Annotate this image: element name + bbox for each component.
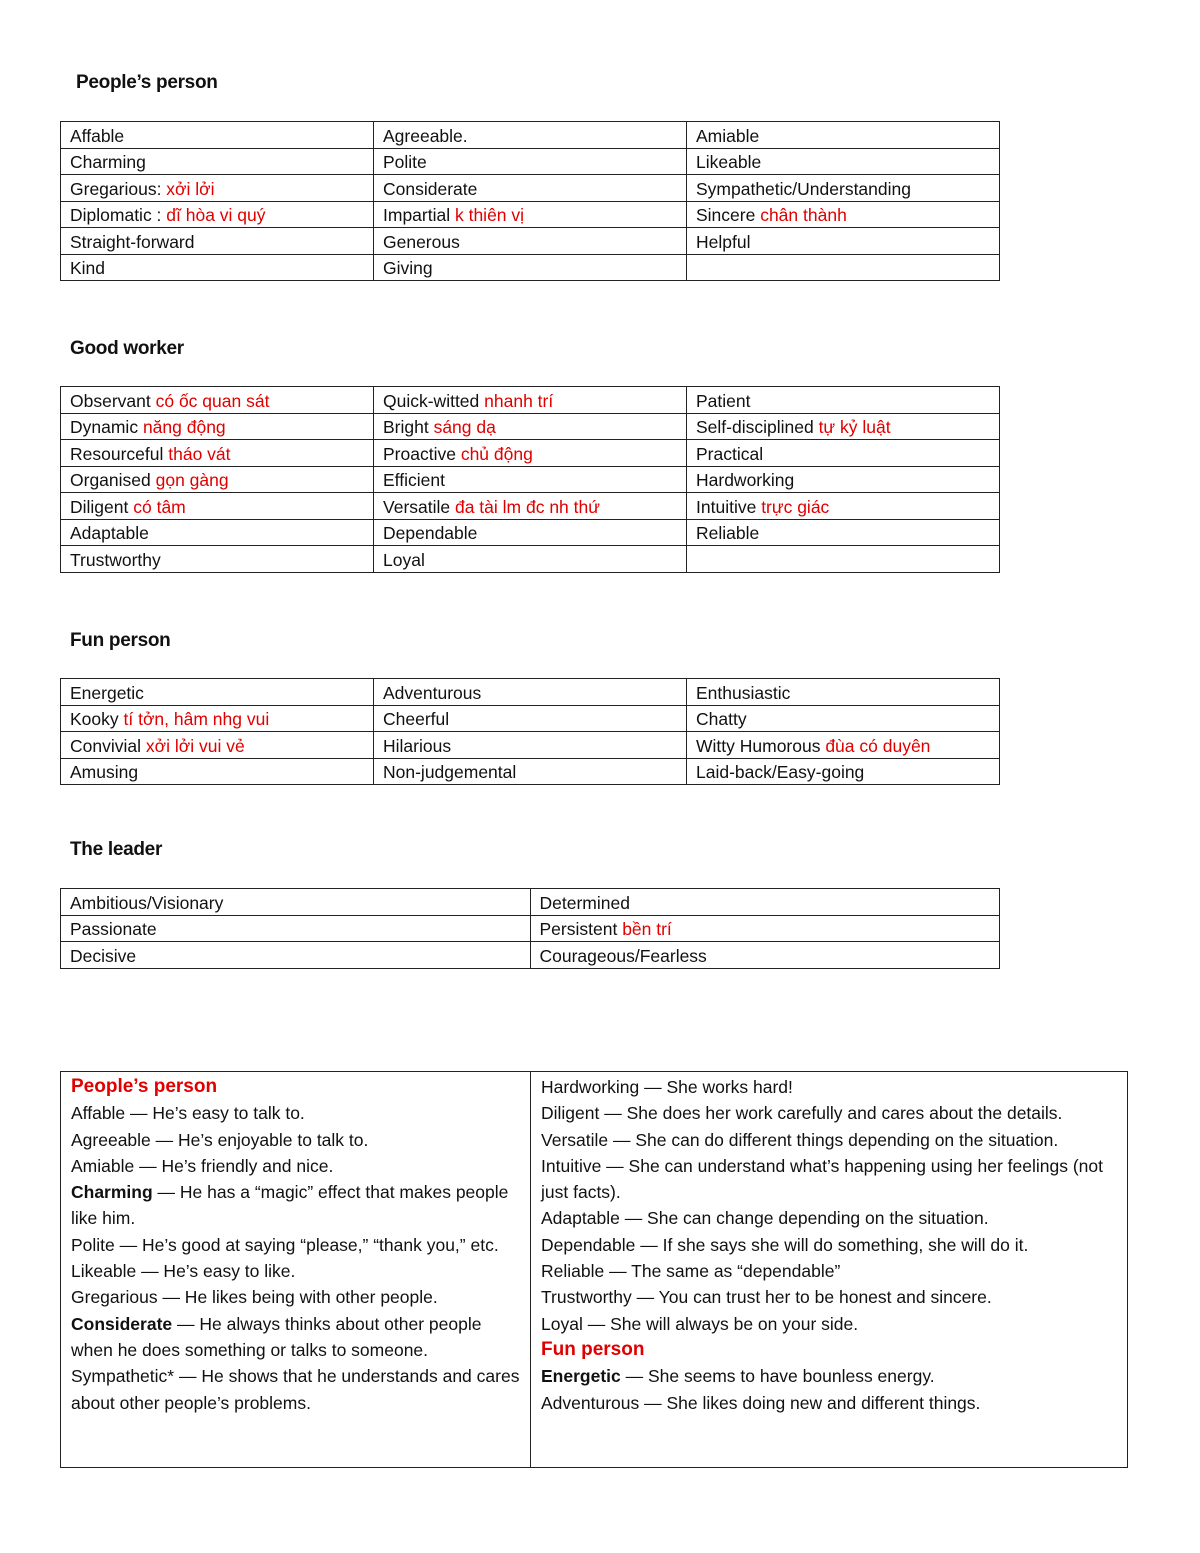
table-row — [61, 493, 1000, 520]
table-cell — [61, 122, 374, 149]
english-word: Diplomatic : — [70, 205, 167, 225]
english-word: Kooky — [70, 709, 124, 729]
english-word: Hilarious — [383, 735, 452, 756]
table-row — [61, 732, 1000, 759]
vietnamese-translation: tháo vát — [168, 443, 231, 464]
term: Loyal — [541, 1313, 583, 1334]
term: Likeable — [71, 1261, 137, 1282]
english-word: Amiable — [696, 125, 760, 146]
definition: — The same as “dependable” — [604, 1261, 841, 1282]
english-word: Gregarious: — [70, 178, 167, 199]
table-cell — [530, 942, 1000, 969]
english-word: Considerate — [383, 178, 478, 199]
table-cell — [374, 175, 687, 202]
english-word: Dependable — [383, 523, 478, 543]
table-row — [61, 228, 1000, 255]
table-cell — [687, 254, 1000, 281]
english-word: Efficient — [383, 470, 445, 490]
definition-entry — [541, 1100, 1119, 1126]
table-cell — [687, 732, 1000, 759]
table-row — [61, 387, 1000, 414]
english-word: Adventurous — [383, 682, 482, 703]
vietnamese-translation: tự kỷ luật — [818, 417, 891, 437]
english-word: Impartial — [383, 205, 455, 225]
table-row — [61, 466, 1000, 493]
table-cell — [374, 254, 687, 281]
definition: — He’s good at saying “please,” “thank you,” etc. — [114, 1234, 499, 1255]
definition: — He shows that he understands and cares about other people’s problems. — [71, 1366, 520, 1413]
table-cell — [374, 732, 687, 759]
definition-entry — [541, 1153, 1119, 1206]
vietnamese-translation: xởi lởi vui vẻ — [145, 735, 245, 756]
english-word: Sympathetic/Understanding — [696, 178, 911, 199]
english-word: Observant — [70, 390, 156, 411]
term: Sympathetic* — [71, 1366, 175, 1387]
table-cell — [687, 175, 1000, 202]
vocab-table — [60, 386, 1000, 573]
english-word: Likeable — [696, 152, 762, 172]
section-heading: People’s person — [76, 72, 218, 93]
english-word: Decisive — [70, 945, 137, 966]
vietnamese-translation: đùa có duyên — [825, 735, 931, 756]
table-row — [61, 758, 1000, 785]
vietnamese-translation: bền trí — [622, 919, 672, 939]
definition: — You can trust her to be honest and sincere. — [631, 1287, 992, 1308]
definition-entry — [71, 1363, 522, 1416]
term: Agreeable — [71, 1129, 151, 1150]
english-word: Trustworthy — [70, 549, 161, 570]
english-word: Versatile — [383, 496, 455, 517]
table-cell — [374, 546, 687, 573]
english-word: Non-judgemental — [383, 762, 517, 782]
english-word: Adaptable — [70, 523, 149, 543]
definition: — He likes being with other people. — [157, 1287, 438, 1308]
vietnamese-translation: chân thành — [760, 205, 847, 225]
table-row — [61, 705, 1000, 732]
english-word: Straight-forward — [70, 231, 195, 252]
english-word: Generous — [383, 231, 460, 252]
term: Versatile — [541, 1129, 609, 1150]
table-cell — [530, 915, 1000, 942]
vietnamese-translation: k thiên vị — [454, 205, 525, 225]
table-cell — [61, 201, 374, 228]
vietnamese-translation: nhanh trí — [484, 390, 554, 411]
definition: — She can change depending on the situation. — [619, 1208, 989, 1229]
english-word: Enthusiastic — [696, 682, 791, 703]
definition-entry — [71, 1153, 522, 1179]
english-word: Proactive — [383, 443, 461, 464]
table-cell — [687, 519, 1000, 546]
definition: — She seems to have bounless energy. — [620, 1366, 935, 1387]
english-word: Cheerful — [383, 709, 450, 729]
definition-entry — [541, 1127, 1119, 1153]
definition-entry — [71, 1100, 522, 1126]
table-cell — [61, 254, 374, 281]
definition-entry — [71, 1179, 522, 1232]
vocab-table — [60, 121, 1000, 281]
table-cell — [687, 758, 1000, 785]
english-word: Kind — [70, 258, 106, 278]
english-word: Intuitive — [696, 496, 762, 517]
english-word: Determined — [539, 892, 630, 913]
table-row — [61, 889, 1000, 916]
english-word: Chatty — [696, 709, 747, 729]
section-heading: The leader — [70, 839, 163, 860]
table-row — [61, 942, 1000, 969]
english-word: Amusing — [70, 762, 139, 782]
english-word: Convivial — [70, 735, 146, 756]
table-cell — [687, 440, 1000, 467]
english-word: Persistent — [539, 919, 623, 939]
english-word: Diligent — [70, 496, 134, 517]
english-word: Reliable — [696, 523, 760, 543]
table-cell — [374, 228, 687, 255]
english-word: Charming — [70, 152, 146, 172]
definition-entry — [541, 1232, 1119, 1258]
notes-left-column — [61, 1072, 531, 1467]
english-word: Courageous/Fearless — [539, 945, 707, 966]
term: Adventurous — [541, 1392, 640, 1413]
term: Dependable — [541, 1234, 636, 1255]
notes-heading: People’s person — [71, 1076, 218, 1097]
table-cell — [61, 175, 374, 202]
definition-entry — [71, 1127, 522, 1153]
vietnamese-translation: có tâm — [133, 496, 186, 517]
definition-entry — [71, 1284, 522, 1310]
table-cell — [687, 413, 1000, 440]
vocab-table — [60, 678, 1000, 785]
definition: — She can understand what’s happening using her feelings (not just facts). — [541, 1155, 1103, 1203]
table-cell — [374, 705, 687, 732]
vietnamese-translation: gọn gàng — [155, 470, 229, 490]
definition-entry — [71, 1232, 522, 1258]
definition-entry — [541, 1390, 1119, 1416]
section-heading: Fun person — [70, 630, 171, 651]
table-cell — [61, 228, 374, 255]
definition: — She does her work carefully and cares about the details. — [599, 1103, 1063, 1124]
table-cell — [61, 732, 374, 759]
definition-entry — [541, 1363, 1119, 1389]
english-word: Polite — [383, 152, 427, 172]
table-cell — [61, 387, 374, 414]
vietnamese-translation: có ốc quan sát — [155, 390, 270, 411]
table-cell — [687, 122, 1000, 149]
english-word: Ambitious/Visionary — [70, 892, 224, 913]
table-cell — [374, 440, 687, 467]
table-cell — [687, 493, 1000, 520]
vietnamese-translation: trực giác — [761, 496, 830, 517]
table-cell — [61, 705, 374, 732]
vietnamese-translation: năng động — [142, 417, 226, 437]
english-word: Organised — [70, 470, 156, 490]
english-word: Sincere — [696, 205, 761, 225]
table-cell — [687, 679, 1000, 706]
english-word: Resourceful — [70, 443, 169, 464]
table-cell — [61, 679, 374, 706]
table-cell — [61, 148, 374, 175]
table-row — [61, 413, 1000, 440]
term: Affable — [71, 1103, 126, 1124]
table-cell — [61, 493, 374, 520]
table-cell — [374, 201, 687, 228]
english-word: Witty Humorous — [696, 735, 826, 756]
table-cell — [687, 148, 1000, 175]
table-cell — [374, 758, 687, 785]
vietnamese-translation: sáng dạ — [433, 417, 496, 437]
table-cell — [687, 546, 1000, 573]
definition: — He’s easy to talk to. — [125, 1103, 305, 1124]
table-cell — [61, 915, 531, 942]
table-row — [61, 679, 1000, 706]
definition: — He has a “magic” effect that makes people like him. — [71, 1182, 509, 1229]
term: Polite — [71, 1234, 115, 1255]
term: Gregarious — [71, 1287, 158, 1308]
vietnamese-translation: chủ động — [460, 443, 533, 464]
english-word: Affable — [70, 125, 125, 146]
table-cell — [687, 201, 1000, 228]
definition: — She can do different things depending on the situation. — [608, 1129, 1059, 1150]
definition: — She works hard! — [639, 1077, 793, 1097]
english-word: Quick-witted — [383, 390, 485, 411]
term: Considerate — [71, 1313, 173, 1334]
english-word: Energetic — [70, 682, 144, 703]
table-cell — [530, 889, 1000, 916]
table-cell — [61, 889, 531, 916]
table-cell — [374, 148, 687, 175]
term: Trustworthy — [541, 1287, 632, 1308]
english-word: Giving — [383, 258, 433, 278]
table-row — [61, 122, 1000, 149]
table-cell — [687, 228, 1000, 255]
table-cell — [61, 546, 374, 573]
table-cell — [374, 122, 687, 149]
english-word: Helpful — [696, 231, 751, 252]
term: Intuitive — [541, 1155, 602, 1176]
vietnamese-translation: tí tởn, hâm nhg vui — [123, 709, 270, 729]
english-word: Loyal — [383, 549, 425, 570]
table-cell — [374, 466, 687, 493]
english-word: Dynamic — [70, 417, 143, 437]
term: Amiable — [71, 1155, 135, 1176]
notes-heading: Fun person — [541, 1338, 645, 1360]
table-cell — [374, 679, 687, 706]
table-cell — [374, 519, 687, 546]
english-word: Bright — [383, 417, 434, 437]
definition-entry — [541, 1074, 1119, 1100]
definition: — She likes doing new and different things. — [639, 1392, 981, 1413]
term: Diligent — [541, 1103, 600, 1124]
term: Adaptable — [541, 1208, 620, 1229]
table-cell — [61, 413, 374, 440]
english-word: Passionate — [70, 919, 157, 939]
definition-entry — [541, 1284, 1119, 1310]
term: Charming — [71, 1182, 153, 1203]
table-cell — [61, 942, 531, 969]
table-row — [61, 254, 1000, 281]
definition: — He’s friendly and nice. — [134, 1155, 334, 1176]
table-cell — [374, 493, 687, 520]
definition-entry — [541, 1258, 1119, 1284]
table-cell — [374, 413, 687, 440]
table-row — [61, 440, 1000, 467]
notes-table — [60, 1071, 1128, 1468]
definition: — He’s enjoyable to talk to. — [150, 1129, 369, 1150]
english-word: Laid-back/Easy-going — [696, 762, 865, 782]
table-row — [61, 915, 1000, 942]
term: Reliable — [541, 1261, 605, 1282]
definition: — He’s easy to like. — [136, 1261, 296, 1282]
vietnamese-translation: xởi lởi — [166, 178, 215, 199]
vietnamese-translation: đa tài lm đc nh thứ — [454, 496, 600, 517]
table-cell — [61, 440, 374, 467]
notes-right-column — [531, 1072, 1127, 1467]
definition: — She will always be on your side. — [582, 1313, 859, 1334]
table-cell — [687, 387, 1000, 414]
vocab-table — [60, 888, 1000, 969]
term: Energetic — [541, 1366, 621, 1387]
definition-entry — [541, 1311, 1119, 1337]
table-cell — [687, 466, 1000, 493]
table-cell — [374, 387, 687, 414]
table-row — [61, 148, 1000, 175]
table-cell — [61, 519, 374, 546]
table-row — [61, 175, 1000, 202]
english-word: Agreeable. — [383, 125, 468, 146]
definition-entry — [71, 1311, 522, 1364]
vietnamese-translation: dĩ hòa vi quý — [166, 205, 266, 225]
table-row — [61, 546, 1000, 573]
english-word: Practical — [696, 443, 764, 464]
table-row — [61, 201, 1000, 228]
table-row — [61, 519, 1000, 546]
table-cell — [61, 466, 374, 493]
definition: — He always thinks about other people when he does something or talks to someone. — [71, 1313, 482, 1360]
definition: — If she says she will do something, she will do it. — [635, 1234, 1029, 1255]
table-cell — [687, 705, 1000, 732]
term: Hardworking — [541, 1077, 640, 1097]
english-word: Hardworking — [696, 470, 795, 490]
english-word: Patient — [696, 390, 751, 411]
table-cell — [61, 758, 374, 785]
definition-entry — [541, 1205, 1119, 1231]
definition-entry — [71, 1258, 522, 1284]
english-word: Self-disciplined — [696, 417, 819, 437]
section-heading: Good worker — [70, 338, 184, 359]
